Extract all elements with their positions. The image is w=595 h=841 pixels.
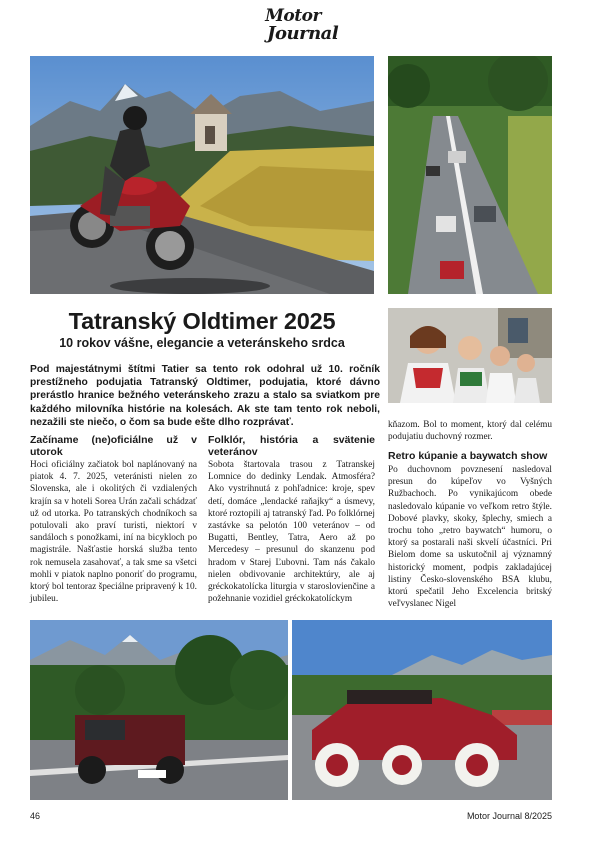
- column-3-text: Po duchovnom povznesení nasledoval presun do kúpeľov vo Vyšných Ružbachoch. Po vynikajúcom obede nasledovalo kúpanie vo veľkom retro štýle. Dobové plavky, skoky, šplechy, smiech a trochu toho „retro baywatch“ humoru, o ktorý sa postarali naši skvelí účastníci. Pri Bielom dome sa uskutočnil aj významný historický moment, podpis zakladajúcej listiny Česko-slovenského BSA klubu, ktorú spečatil Jeho Excelencia britský veľvyslanec Nigel: [388, 464, 552, 610]
- photo-dark-red-car: [30, 620, 288, 800]
- article-subtitle: 10 rokov vášne, elegancie a veteránskeho srdca: [59, 336, 345, 350]
- photo-folklore-girls: [388, 308, 552, 403]
- article-column-1: [30, 435, 197, 605]
- photo-motorcycle-rider: [30, 56, 374, 294]
- column-1-heading: Začíname (ne)oficiálne už v utorok: [30, 434, 197, 458]
- column-1-text: Hoci oficiálny začiatok bol naplánovaný na piatok 4. 7. 2025, veteránisti nielen zo Slovenska, ale i okolitých či vzdialených krajín sa v hoteli Sorea Urán začali schádzať už od utorka. Po tatranských chodníkoch sa potulovali ako praví turisti, niektorí v sandáloch s ponožkami, iní na bicykloch po magistrále. Našťastie horská služba tento rok nemusela zasahovať, a tak sme sa všetci mohli v piatok naplno ponoriť do programu, ktorý bol tentoraz špeciálne pripravený k 10. jubileu.: [30, 460, 197, 605]
- column-2-text: Sobota štartovala trasou z Tatranskej Lomnice do dedinky Lendak. Atmosféra? Ako vystrihnutá z pohľadnice: kroje, spev detí, domáce „lendacké raňajky“ a úsmevy, ktoré roztopili aj tatranský ľad. Po folklórnej zastávke sa pelotón 100 veteránov – od Bugatti, Bentley, Tatra, Aero až po Mercedesy – presunul do skanzenu pod hradom v Starej Ľubovni. Tam nás čakalo nielen obdivovanie architektúry, ale aj gréckokatolícka liturgia v staroslovienčine a požehnanie vozidiel gréckokatolíckym: [208, 460, 375, 605]
- page-number: 46: [30, 811, 41, 821]
- article-title: Tatranský Oldtimer 2025: [68, 308, 336, 334]
- column-3-heading: Retro kúpanie a baywatch show: [388, 450, 548, 463]
- photo-road-vintage-cars: [388, 56, 552, 294]
- photo-red-convertible: [292, 620, 552, 800]
- article-lead: Pod majestátnymi štítmi Tatier sa tento rok odohral už 10. ročník prestížneho podujatia Tatranský Oldtimer, podujatia, ktoré dávno prerástlo hranice bežného veteránskeho zrazu a stalo sa sviatkom pre každého milovníka histórie na kolesách. Ak ste tam tento rok neboli, nezažili ste niečo, o čom sa bude ešte dlho rozprávať.: [30, 364, 380, 428]
- masthead-logo: Motor Journal: [265, 6, 339, 44]
- issue-label: Motor Journal 8/2025: [466, 811, 552, 821]
- column-2-heading: Folklór, história a svätenie veteránov: [208, 434, 375, 458]
- article-column-3: [388, 419, 552, 610]
- article-column-2: [208, 435, 375, 605]
- column-3-continuation: kňazom. Bol to moment, ktorý dal celému podujatiu duchovný rozmer.: [388, 420, 552, 443]
